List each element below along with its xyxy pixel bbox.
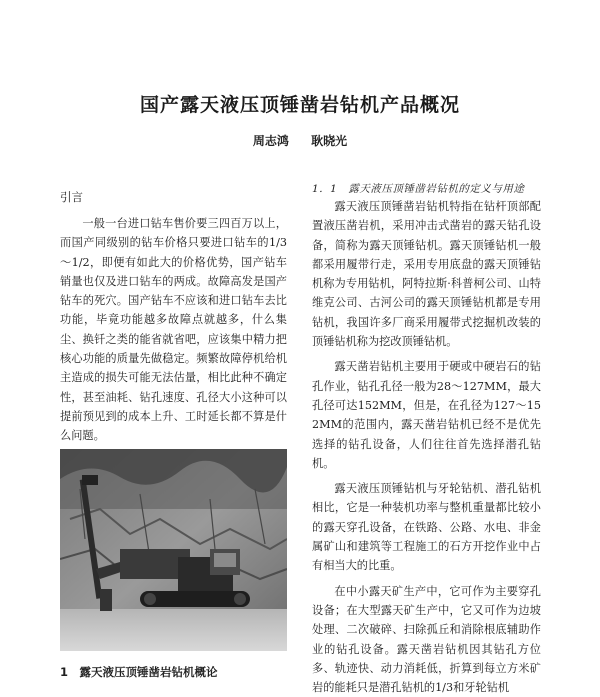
body-paragraph: 在中小露天矿生产中，它可作为主要穿孔设备；在大型露天矿生产中，它又可作为边坡处理、二次破碎、扫除孤丘和消除根底辅助作业的钻孔设备。露天凿岩钻机因其钻孔方位多、轨迹快、动力消耗低，折算到每立方米矿岩的能耗只是潜孔钻机的1/3和牙轮钻机: [312, 584, 541, 695]
intro-paragraph: [60, 214, 287, 446]
paper-title: 国产露天液压顶锤凿岩钻机产品概况: [139, 94, 460, 116]
right-column-text: [312, 197, 541, 697]
body-paragraph: 露天凿岩钻机主要用于硬或中硬岩石的钻孔作业，钻孔孔径一般为28～127MM，最大孔径可达152MM，但是，在孔径为127～152MM的范围内，露天凿岩钻机已经不是优先选择的钻孔设备，人们往往首先选择潜孔钻机。: [312, 360, 541, 470]
intro-heading: 引言: [60, 190, 83, 204]
body-paragraph: 露天液压顶锤凿岩钻机特指在钻杆顶部配置液压凿岩机，采用冲击式凿岩的露天钻孔设备，简称为露天顶锤钻机。露天顶锤钻机一般都采用履带行走，采用专用底盘的露天顶锤钻机称为专用钻机，阿特拉斯·科普柯公司、山特维克公司、古河公司的露天顶锤钻机都是专用钻机，我国许多厂商采用履带式挖掘机改装的顶锤钻机称为挖改顶锤钻机。: [312, 200, 541, 349]
author-name: 周志鸿: [252, 134, 289, 148]
subsection-heading: 1．1 露天液压顶锤凿岩钻机的定义与用途: [312, 183, 525, 195]
body-paragraph: 露天液压顶锤钻机与牙轮钻机、潜孔钻机相比，它是一种装机功率与整机重量都比较小的露天穿孔设备，在铁路、公路、水电、非金属矿山和建筑等工程施工的石方开挖作业中占有相当大的比重。: [312, 482, 541, 573]
section1-heading: 1 露天液压顶锤凿岩钻机概论: [60, 665, 218, 679]
author-name: 耿晓光: [311, 134, 348, 148]
drill-rig-photo: [60, 449, 287, 651]
author-list: [0, 132, 600, 149]
intro-text: 一般一台进口钻车售价要三四百万以上，而国产同级别的钻车价格只要进口钻车的1/3～1/2，即便有如此大的价格优势，国产钻车销量也仅及进口钻车的两成。故障高发是国产钻车的死穴。国产钻车不应该和进口钻车去比功能，毕竟功能越多故障点就越多，什么集尘、换钎之类的能省就省吧，应该集中精力把核心功能的质量先做稳定。频繁故障停机给机主造成的损失可能无法估量，相比此种不确定性，甚至油耗、钻孔速度、孔径大小这种可以提前预见到的成本上升、工时延长都不算是什么问题。: [60, 217, 287, 443]
